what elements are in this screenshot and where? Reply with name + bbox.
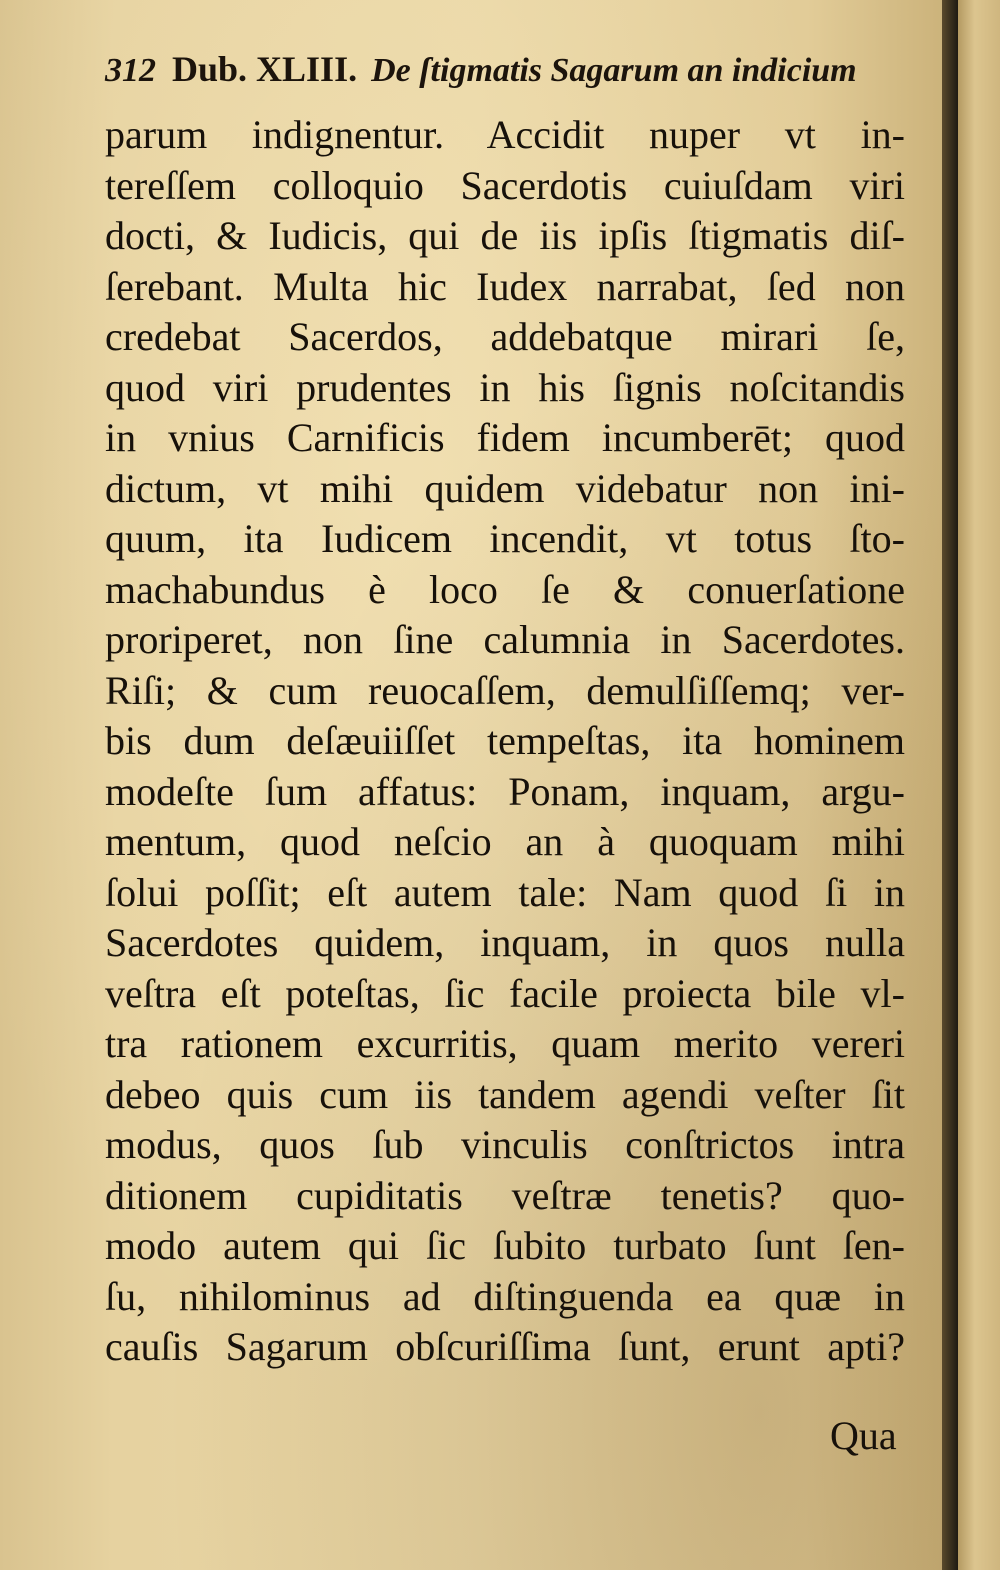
text-line: modus, quos ſub vinculis conſtrictos intra xyxy=(105,1122,905,1167)
text-line: cauſis Sagarum obſcuriſſima ſunt, erunt apti? xyxy=(105,1324,905,1369)
text-line: Sacerdotes quidem, inquam, in quos nulla xyxy=(105,920,905,965)
text-line: docti, & Iudicis, qui de iis ipſis ſtigmatis diſ- xyxy=(105,213,905,258)
show-through-text xyxy=(90,1425,790,1485)
body-text xyxy=(105,110,905,1373)
text-line: dictum, vt mihi quidem videbatur non ini- xyxy=(105,465,905,511)
page-number: 312 xyxy=(105,52,156,89)
text-line: tereſſem colloquio Sacerdotis cuiuſdam viri xyxy=(105,162,905,208)
text-line: modo autem qui ſic ſubito turbato ſunt ſen- xyxy=(105,1223,905,1268)
text-line: credebat Sacerdos, addebatque mirari ſe, xyxy=(105,314,905,359)
text-line: in vnius Carnificis fidem incumberēt; quod xyxy=(105,415,905,460)
binding-shadow xyxy=(942,0,958,1570)
text-line: ditionem cupiditatis veſtræ tenetis? quo- xyxy=(105,1172,905,1218)
text-line: ſerebant. Multa hic Iudex narrabat, ſed non xyxy=(105,263,905,309)
text-line: proriperet, non ſine calumnia in Sacerdotes. xyxy=(105,617,905,662)
running-title: De ſtigmatis Sagarum an indicium xyxy=(371,52,857,89)
text-line: quum, ita Iudicem incendit, vt totus ſto- xyxy=(105,516,905,561)
adjacent-page-edge xyxy=(958,0,1000,1570)
text-line: ſolui poſſit; eſt autem tale: Nam quod ſi in xyxy=(105,869,905,915)
running-header xyxy=(105,48,905,98)
text-line: Riſi; & cum reuocaſſem, demulſiſſemq; ver- xyxy=(105,667,905,713)
text-line: quod viri prudentes in his ſignis noſcitandis xyxy=(105,364,905,410)
text-line: veſtra eſt poteſtas, ſic facile proiecta bile vl- xyxy=(105,970,905,1016)
text-line: mentum, quod neſcio an à quoquam mihi xyxy=(105,819,905,864)
text-line: machabundus è loco ſe & conuerſatione xyxy=(105,566,905,612)
text-line: debeo quis cum iis tandem agendi veſter ſit xyxy=(105,1071,905,1117)
text-line: modeſte ſum affatus: Ponam, inquam, argu- xyxy=(105,768,905,814)
section-label: Dub. XLIII. xyxy=(172,49,358,89)
catchword: Qua xyxy=(830,1413,897,1458)
text-line: tra rationem excurritis, quam merito vereri xyxy=(105,1021,905,1066)
text-line: bis dum deſæuiiſſet tempeſtas, ita hominem xyxy=(105,718,905,763)
text-line: parum indignentur. Accidit nuper vt in- xyxy=(105,112,905,157)
text-line: ſu, nihilominus ad diſtinguenda ea quæ in xyxy=(105,1273,905,1319)
